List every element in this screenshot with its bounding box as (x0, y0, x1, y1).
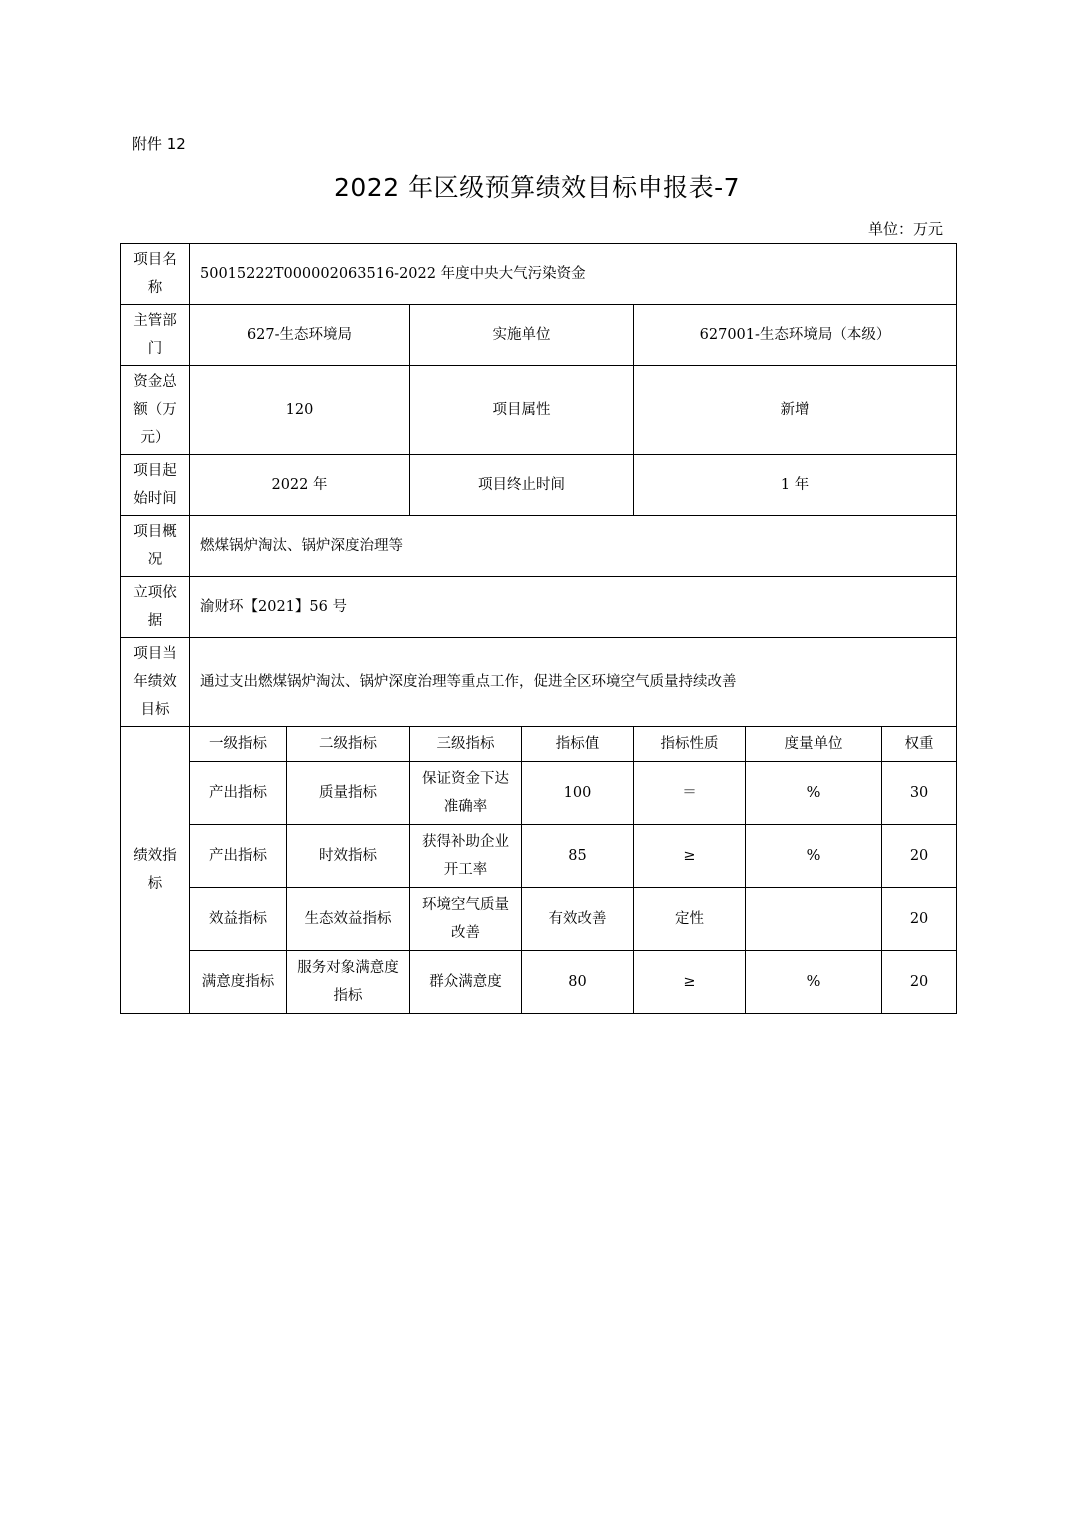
indicator-cell: 群众满意度 (410, 951, 522, 1014)
attr-label: 项目属性 (410, 366, 634, 455)
indicator-cell: 30 (882, 762, 957, 825)
dept-value: 627-生态环境局 (190, 305, 410, 366)
indicator-cell: % (746, 951, 882, 1014)
indicator-cell: % (746, 762, 882, 825)
page-title: 2022 年区级预算绩效目标申报表-7 (334, 173, 740, 202)
indicator-cell: 80 (522, 951, 634, 1014)
indicator-cell: ＝ (634, 762, 746, 825)
indicator-cell: 服务对象满意度指标 (287, 951, 410, 1014)
start-value: 2022 年 (190, 455, 410, 516)
indicator-cell: 85 (522, 825, 634, 888)
goal-value: 通过支出燃煤锅炉淘汰、锅炉深度治理等重点工作，促进全区环境空气质量持续改善 (190, 638, 957, 727)
indicator-cell: 定性 (634, 888, 746, 951)
goal-label: 项目当年绩效目标 (121, 638, 190, 727)
indicator-row (121, 825, 957, 888)
indicator-header-cell: 指标性质 (634, 727, 746, 762)
indicator-header-cell: 指标值 (522, 727, 634, 762)
indicator-cell: 满意度指标 (190, 951, 287, 1014)
fund-value: 120 (190, 366, 410, 455)
indicators-section-label: 绩效指标 (121, 727, 190, 1014)
indicator-cell: 保证资金下达准确率 (410, 762, 522, 825)
indicator-cell: 效益指标 (190, 888, 287, 951)
indicator-header-cell: 三级指标 (410, 727, 522, 762)
indicator-header-cell: 二级指标 (287, 727, 410, 762)
start-label: 项目起始时间 (121, 455, 190, 516)
indicator-row (121, 951, 957, 1014)
indicator-cell: 有效改善 (522, 888, 634, 951)
indicator-cell: 20 (882, 888, 957, 951)
indicator-row (121, 762, 957, 825)
attachment-label: 附件 12 (132, 135, 186, 153)
project-name-value: 50015222T000002063516-2022 年度中央大气污染资金 (190, 244, 957, 305)
indicator-cell: % (746, 825, 882, 888)
indicator-cell: 20 (882, 951, 957, 1014)
indicator-cell: 100 (522, 762, 634, 825)
impl-value: 627001-生态环境局（本级） (634, 305, 957, 366)
budget-table (120, 243, 957, 1014)
summary-value: 燃煤锅炉淘汰、锅炉深度治理等 (190, 516, 957, 577)
indicator-cell: 时效指标 (287, 825, 410, 888)
unit-label: 单位：万元 (867, 220, 943, 238)
project-name-label: 项目名称 (121, 244, 190, 305)
end-label: 项目终止时间 (410, 455, 634, 516)
attr-value: 新增 (634, 366, 957, 455)
indicator-cell: 产出指标 (190, 762, 287, 825)
indicator-cell (746, 888, 882, 951)
indicator-cell: 环境空气质量改善 (410, 888, 522, 951)
indicator-header-cell: 权重 (882, 727, 957, 762)
indicator-header-cell: 一级指标 (190, 727, 287, 762)
indicator-cell: 获得补助企业开工率 (410, 825, 522, 888)
dept-label: 主管部门 (121, 305, 190, 366)
summary-label: 项目概况 (121, 516, 190, 577)
indicator-cell: ≥ (634, 825, 746, 888)
indicator-row (121, 888, 957, 951)
end-value: 1 年 (634, 455, 957, 516)
indicator-cell: 生态效益指标 (287, 888, 410, 951)
fund-label: 资金总额（万元） (121, 366, 190, 455)
basis-value: 渝财环【2021】56 号 (190, 577, 957, 638)
indicator-cell: 质量指标 (287, 762, 410, 825)
basis-label: 立项依据 (121, 577, 190, 638)
indicator-cell: ≥ (634, 951, 746, 1014)
indicator-header-cell: 度量单位 (746, 727, 882, 762)
impl-label: 实施单位 (410, 305, 634, 366)
indicator-cell: 产出指标 (190, 825, 287, 888)
indicator-cell: 20 (882, 825, 957, 888)
